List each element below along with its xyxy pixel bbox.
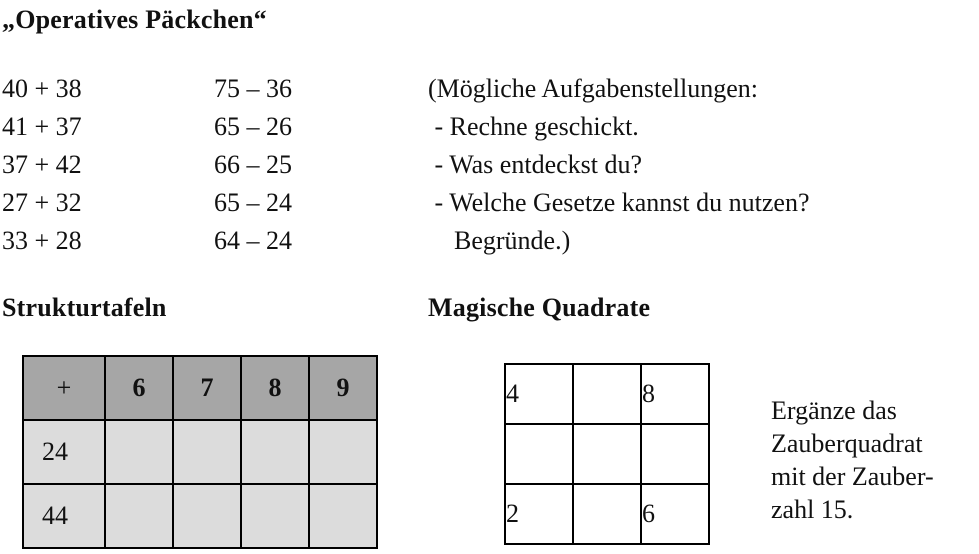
magic-heading: Magische Quadrate [428, 293, 651, 322]
magic-row [505, 364, 709, 424]
answer-cell[interactable] [173, 484, 241, 548]
row-label-cell: 44 [23, 484, 105, 548]
answer-cell[interactable] [241, 484, 309, 548]
task-line: - Was entdeckst du? [428, 150, 643, 179]
magic-cell[interactable]: 6 [641, 484, 709, 544]
magic-cell[interactable] [505, 424, 573, 484]
row-label-cell: 24 [23, 420, 105, 484]
magic-cell[interactable] [573, 364, 641, 424]
instruction-line: mit der Zauber- [771, 462, 934, 491]
structure-header-row [23, 356, 377, 420]
magic-instruction [771, 394, 934, 526]
header-cell: 6 [105, 356, 173, 420]
subtraction-column [214, 70, 292, 260]
instruction-line: Ergänze das [771, 396, 897, 425]
instruction-line: Zauberquadrat [771, 429, 923, 458]
answer-cell[interactable] [105, 420, 173, 484]
task-line: (Mögliche Aufgabenstellungen: [428, 74, 758, 103]
magic-cell[interactable]: 2 [505, 484, 573, 544]
answer-cell[interactable] [309, 420, 377, 484]
magic-cell[interactable]: 4 [505, 364, 573, 424]
magic-row [505, 484, 709, 544]
page-title: „Operatives Päckchen“ [2, 5, 267, 34]
subtraction-item: 75 – 36 [214, 74, 292, 103]
magic-square [504, 363, 710, 545]
header-cell: 9 [309, 356, 377, 420]
magic-cell[interactable] [573, 424, 641, 484]
task-line: - Rechne geschickt. [428, 112, 639, 141]
addition-item: 33 + 28 [2, 226, 82, 255]
addition-item: 40 + 38 [2, 74, 82, 103]
answer-cell[interactable] [241, 420, 309, 484]
magic-row [505, 424, 709, 484]
addition-item: 27 + 32 [2, 188, 82, 217]
header-cell: 7 [173, 356, 241, 420]
answer-cell[interactable] [309, 484, 377, 548]
addition-item: 37 + 42 [2, 150, 82, 179]
structure-row [23, 420, 377, 484]
header-cell: 8 [241, 356, 309, 420]
magic-cell[interactable] [573, 484, 641, 544]
task-line: - Welche Gesetze kannst du nutzen? [428, 188, 810, 217]
magic-cell[interactable]: 8 [641, 364, 709, 424]
answer-cell[interactable] [105, 484, 173, 548]
magic-cell[interactable] [641, 424, 709, 484]
structure-row [23, 484, 377, 548]
task-line: Begründe.) [428, 226, 571, 255]
structure-heading: Strukturtafeln [2, 293, 167, 322]
answer-cell[interactable] [173, 420, 241, 484]
instruction-line: zahl 15. [771, 495, 854, 524]
task-suggestions [428, 70, 810, 260]
subtraction-item: 65 – 24 [214, 188, 292, 217]
operator-cell: + [23, 356, 105, 420]
subtraction-item: 65 – 26 [214, 112, 292, 141]
subtraction-item: 64 – 24 [214, 226, 292, 255]
subtraction-item: 66 – 25 [214, 150, 292, 179]
structure-table [22, 355, 378, 549]
addition-column [2, 70, 82, 260]
addition-item: 41 + 37 [2, 112, 82, 141]
